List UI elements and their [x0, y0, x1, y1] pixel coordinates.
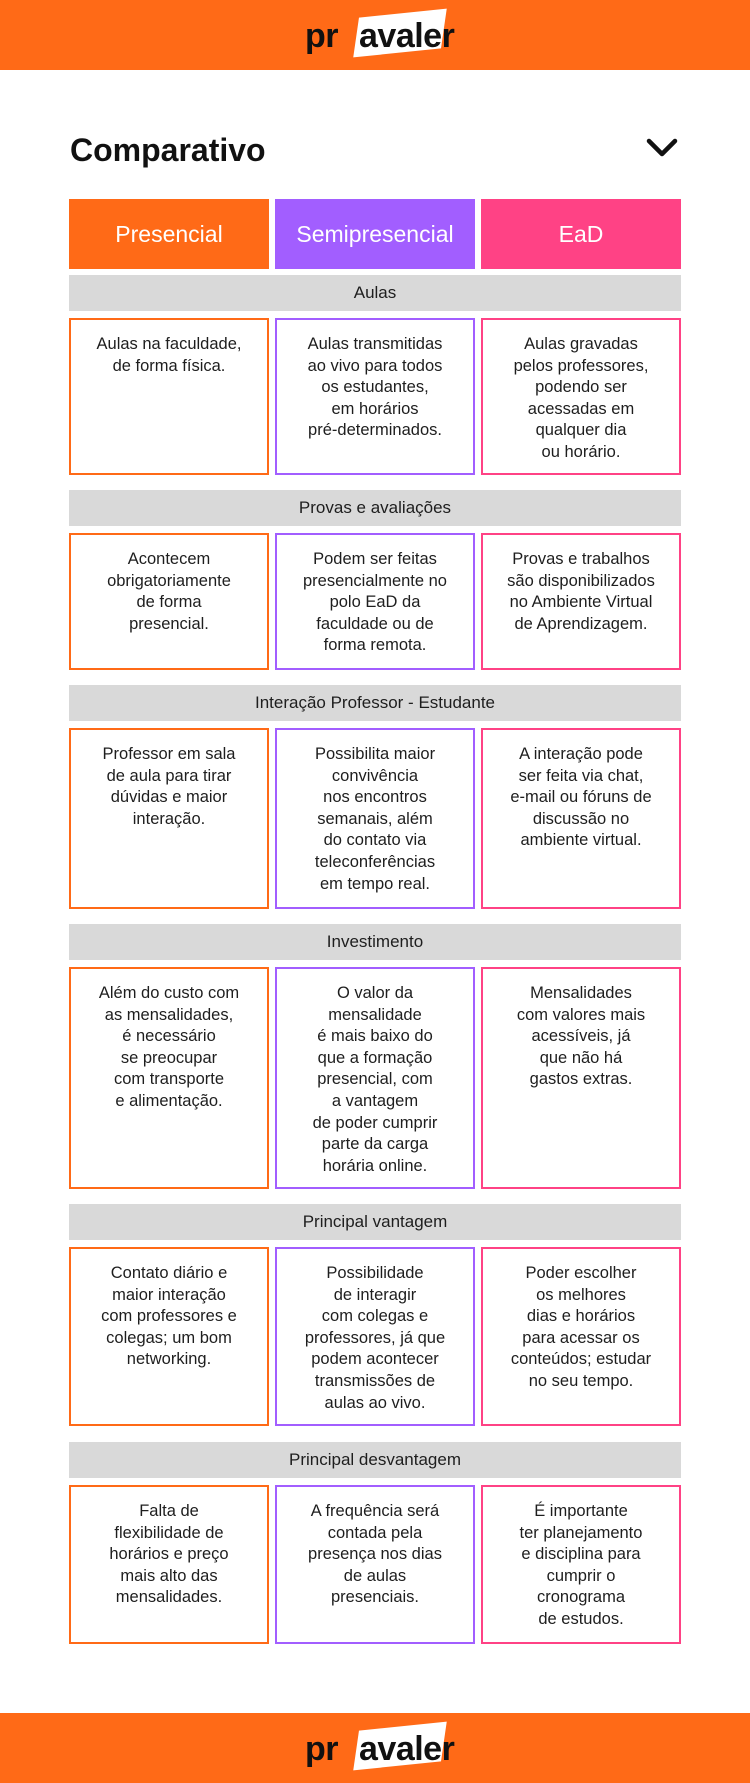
- cell-desvantagem-semipresencial: A frequência será contada pela presença nos dias de aulas presenciais.: [275, 1485, 475, 1644]
- footer-bar: [0, 1713, 750, 1783]
- cell-provas-semipresencial: Podem ser feitas presencialmente no polo EaD da faculdade ou de forma remota.: [275, 533, 475, 670]
- section-title-interacao: Interação Professor - Estudante: [69, 685, 681, 721]
- pravaler-logo[interactable]: pr avaler: [305, 13, 445, 57]
- cell-vantagem-presencial: Contato diário e maior interação com professores e colegas; um bom networking.: [69, 1247, 269, 1426]
- cell-investimento-ead: Mensalidades com valores mais acessíveis, já que não há gastos extras.: [481, 967, 681, 1189]
- cell-vantagem-semipresencial: Possibilidade de interagir com colegas e professores, já que podem acontecer transmissões de aulas ao vivo.: [275, 1247, 475, 1426]
- cell-aulas-semipresencial: Aulas transmitidas ao vivo para todos os estudantes, em horários pré-determinados.: [275, 318, 475, 475]
- cell-aulas-ead: Aulas gravadas pelos professores, podendo ser acessadas em qualquer dia ou horário.: [481, 318, 681, 475]
- section-title-investimento: Investimento: [69, 924, 681, 960]
- cell-desvantagem-presencial: Falta de flexibilidade de horários e preço mais alto das mensalidades.: [69, 1485, 269, 1644]
- cell-interacao-semipresencial: Possibilita maior convivência nos encontros semanais, além do contato via teleconferências em tempo real.: [275, 728, 475, 909]
- header-bar: [0, 0, 750, 70]
- cell-interacao-presencial: Professor em sala de aula para tirar dúvidas e maior interação.: [69, 728, 269, 909]
- chevron-down-icon[interactable]: [646, 136, 678, 160]
- cell-investimento-presencial: Além do custo com as mensalidades, é necessário se preocupar com transporte e alimentação.: [69, 967, 269, 1189]
- cell-provas-ead: Provas e trabalhos são disponibilizados no Ambiente Virtual de Aprendizagem.: [481, 533, 681, 670]
- page-title: Comparativo: [70, 132, 266, 168]
- column-header-semipresencial: Semipresencial: [275, 199, 475, 269]
- pravaler-logo-footer[interactable]: pr avaler: [305, 1726, 445, 1770]
- cell-investimento-semipresencial: O valor da mensalidade é mais baixo do que a formação presencial, com a vantagem de poder cumprir parte da carga horária online.: [275, 967, 475, 1189]
- column-header-ead: EaD: [481, 199, 681, 269]
- cell-desvantagem-ead: É importante ter planejamento e disciplina para cumprir o cronograma de estudos.: [481, 1485, 681, 1644]
- cell-provas-presencial: Acontecem obrigatoriamente de forma presencial.: [69, 533, 269, 670]
- section-title-aulas: Aulas: [69, 275, 681, 311]
- cell-aulas-presencial: Aulas na faculdade, de forma física.: [69, 318, 269, 475]
- column-header-presencial: Presencial: [69, 199, 269, 269]
- comparison-header[interactable]: [70, 130, 680, 174]
- section-title-provas: Provas e avaliações: [69, 490, 681, 526]
- cell-interacao-ead: A interação pode ser feita via chat, e-mail ou fóruns de discussão no ambiente virtual.: [481, 728, 681, 909]
- cell-vantagem-ead: Poder escolher os melhores dias e horários para acessar os conteúdos; estudar no seu tempo.: [481, 1247, 681, 1426]
- section-title-vantagem: Principal vantagem: [69, 1204, 681, 1240]
- section-title-desvantagem: Principal desvantagem: [69, 1442, 681, 1478]
